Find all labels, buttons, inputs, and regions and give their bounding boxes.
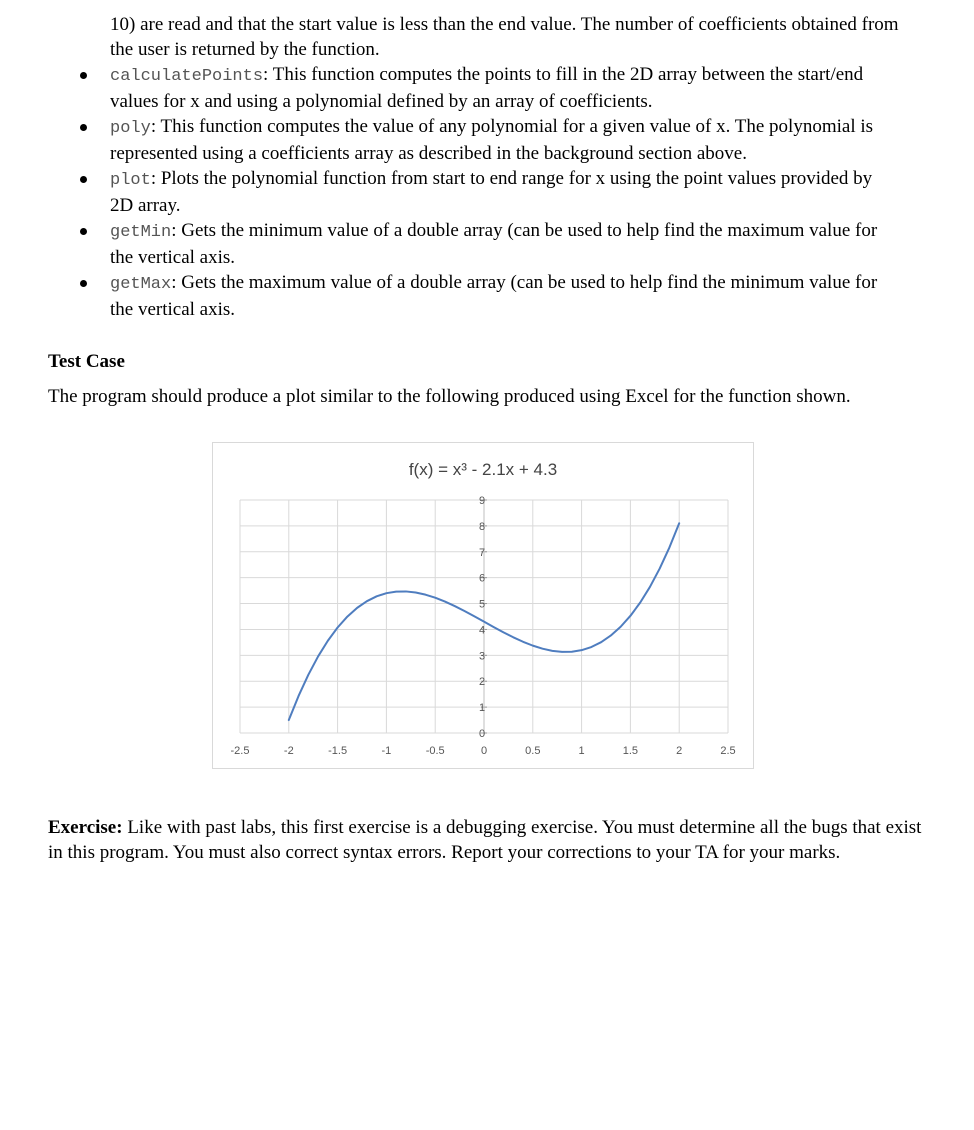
list-item — [0, 166, 895, 218]
bullet-icon — [80, 228, 87, 235]
chart-tick-labels — [231, 495, 736, 757]
y-tick-label: 5 — [478, 598, 486, 611]
y-tick-label: 1 — [478, 702, 486, 715]
exercise-paragraph — [48, 815, 928, 865]
list-item — [0, 62, 895, 114]
x-tick-label: 0 — [480, 745, 488, 757]
list-item — [0, 270, 895, 322]
y-tick-label: 3 — [478, 650, 486, 663]
y-tick-label: 9 — [478, 495, 486, 507]
x-tick-label: 2 — [676, 745, 683, 757]
x-tick-label: 1 — [578, 745, 585, 757]
function-description: : Plots the polynomial function from start to end range for x using the point values provided by 2D array. — [110, 168, 873, 216]
function-description: : Gets the minimum value of a double array (can be used to help find the maximum value for the vertical axis. — [110, 220, 878, 268]
list-item — [0, 218, 895, 270]
y-tick-label: 6 — [478, 572, 486, 585]
bullet-icon — [80, 280, 87, 287]
y-tick-label: 0 — [478, 728, 486, 740]
x-tick-label: 0.5 — [525, 745, 541, 757]
x-tick-label: 2.5 — [720, 745, 736, 757]
list-item — [0, 114, 895, 166]
function-description: : Gets the maximum value of a double array (can be used to help find the minimum value for the vertical axis. — [110, 272, 878, 320]
chart-container — [212, 442, 754, 769]
exercise-label: Exercise: — [48, 817, 123, 838]
function-description: : This function computes the value of any polynomial for a given value of x. The polynomial is represented using a coefficients array as described in the background section above. — [110, 116, 874, 164]
test-case-paragraph: The program should produce a plot similar to the following produced using Excel for the function shown. — [48, 386, 851, 407]
function-list — [0, 62, 974, 322]
bullet-icon — [80, 124, 87, 131]
x-tick-label: -0.5 — [425, 745, 445, 757]
x-tick-label: 1.5 — [622, 745, 639, 757]
x-tick-label: -2 — [283, 745, 294, 757]
chart-axes — [478, 500, 487, 733]
bullet-icon — [80, 176, 87, 183]
chart-title: f(x) = x³ - 2.1x + 4.3 — [408, 460, 558, 479]
test-case-heading: Test Case — [48, 351, 125, 372]
y-tick-label: 7 — [478, 546, 486, 559]
exercise-text: Like with past labs, this first exercise is a debugging exercise. You must determine all the bugs that exist in this program. You must also correct syntax errors. Report your corrections to your TA for your marks. — [48, 817, 922, 863]
function-name: getMin — [110, 223, 172, 242]
function-name: calculatePoints — [110, 67, 264, 86]
x-tick-label: -1.5 — [328, 745, 348, 757]
x-tick-label: -1 — [381, 745, 392, 757]
function-name: plot — [110, 171, 151, 190]
x-tick-label: -2.5 — [230, 745, 250, 757]
bullet-icon — [80, 72, 87, 79]
polynomial-chart — [213, 443, 753, 768]
function-description: : This function computes the points to fill in the 2D array between the start/end values for x and using a polynomial defined by an array of coefficients. — [110, 64, 864, 112]
y-tick-label: 8 — [478, 520, 486, 533]
function-name: getMax — [110, 275, 172, 294]
function-name: poly — [110, 119, 151, 138]
intro-paragraph: 10) are read and that the start value is less than the end value. The number of coefficients obtained from the user is returned by the function. — [110, 14, 899, 60]
y-tick-label: 4 — [478, 624, 486, 637]
y-tick-label: 2 — [478, 676, 486, 689]
